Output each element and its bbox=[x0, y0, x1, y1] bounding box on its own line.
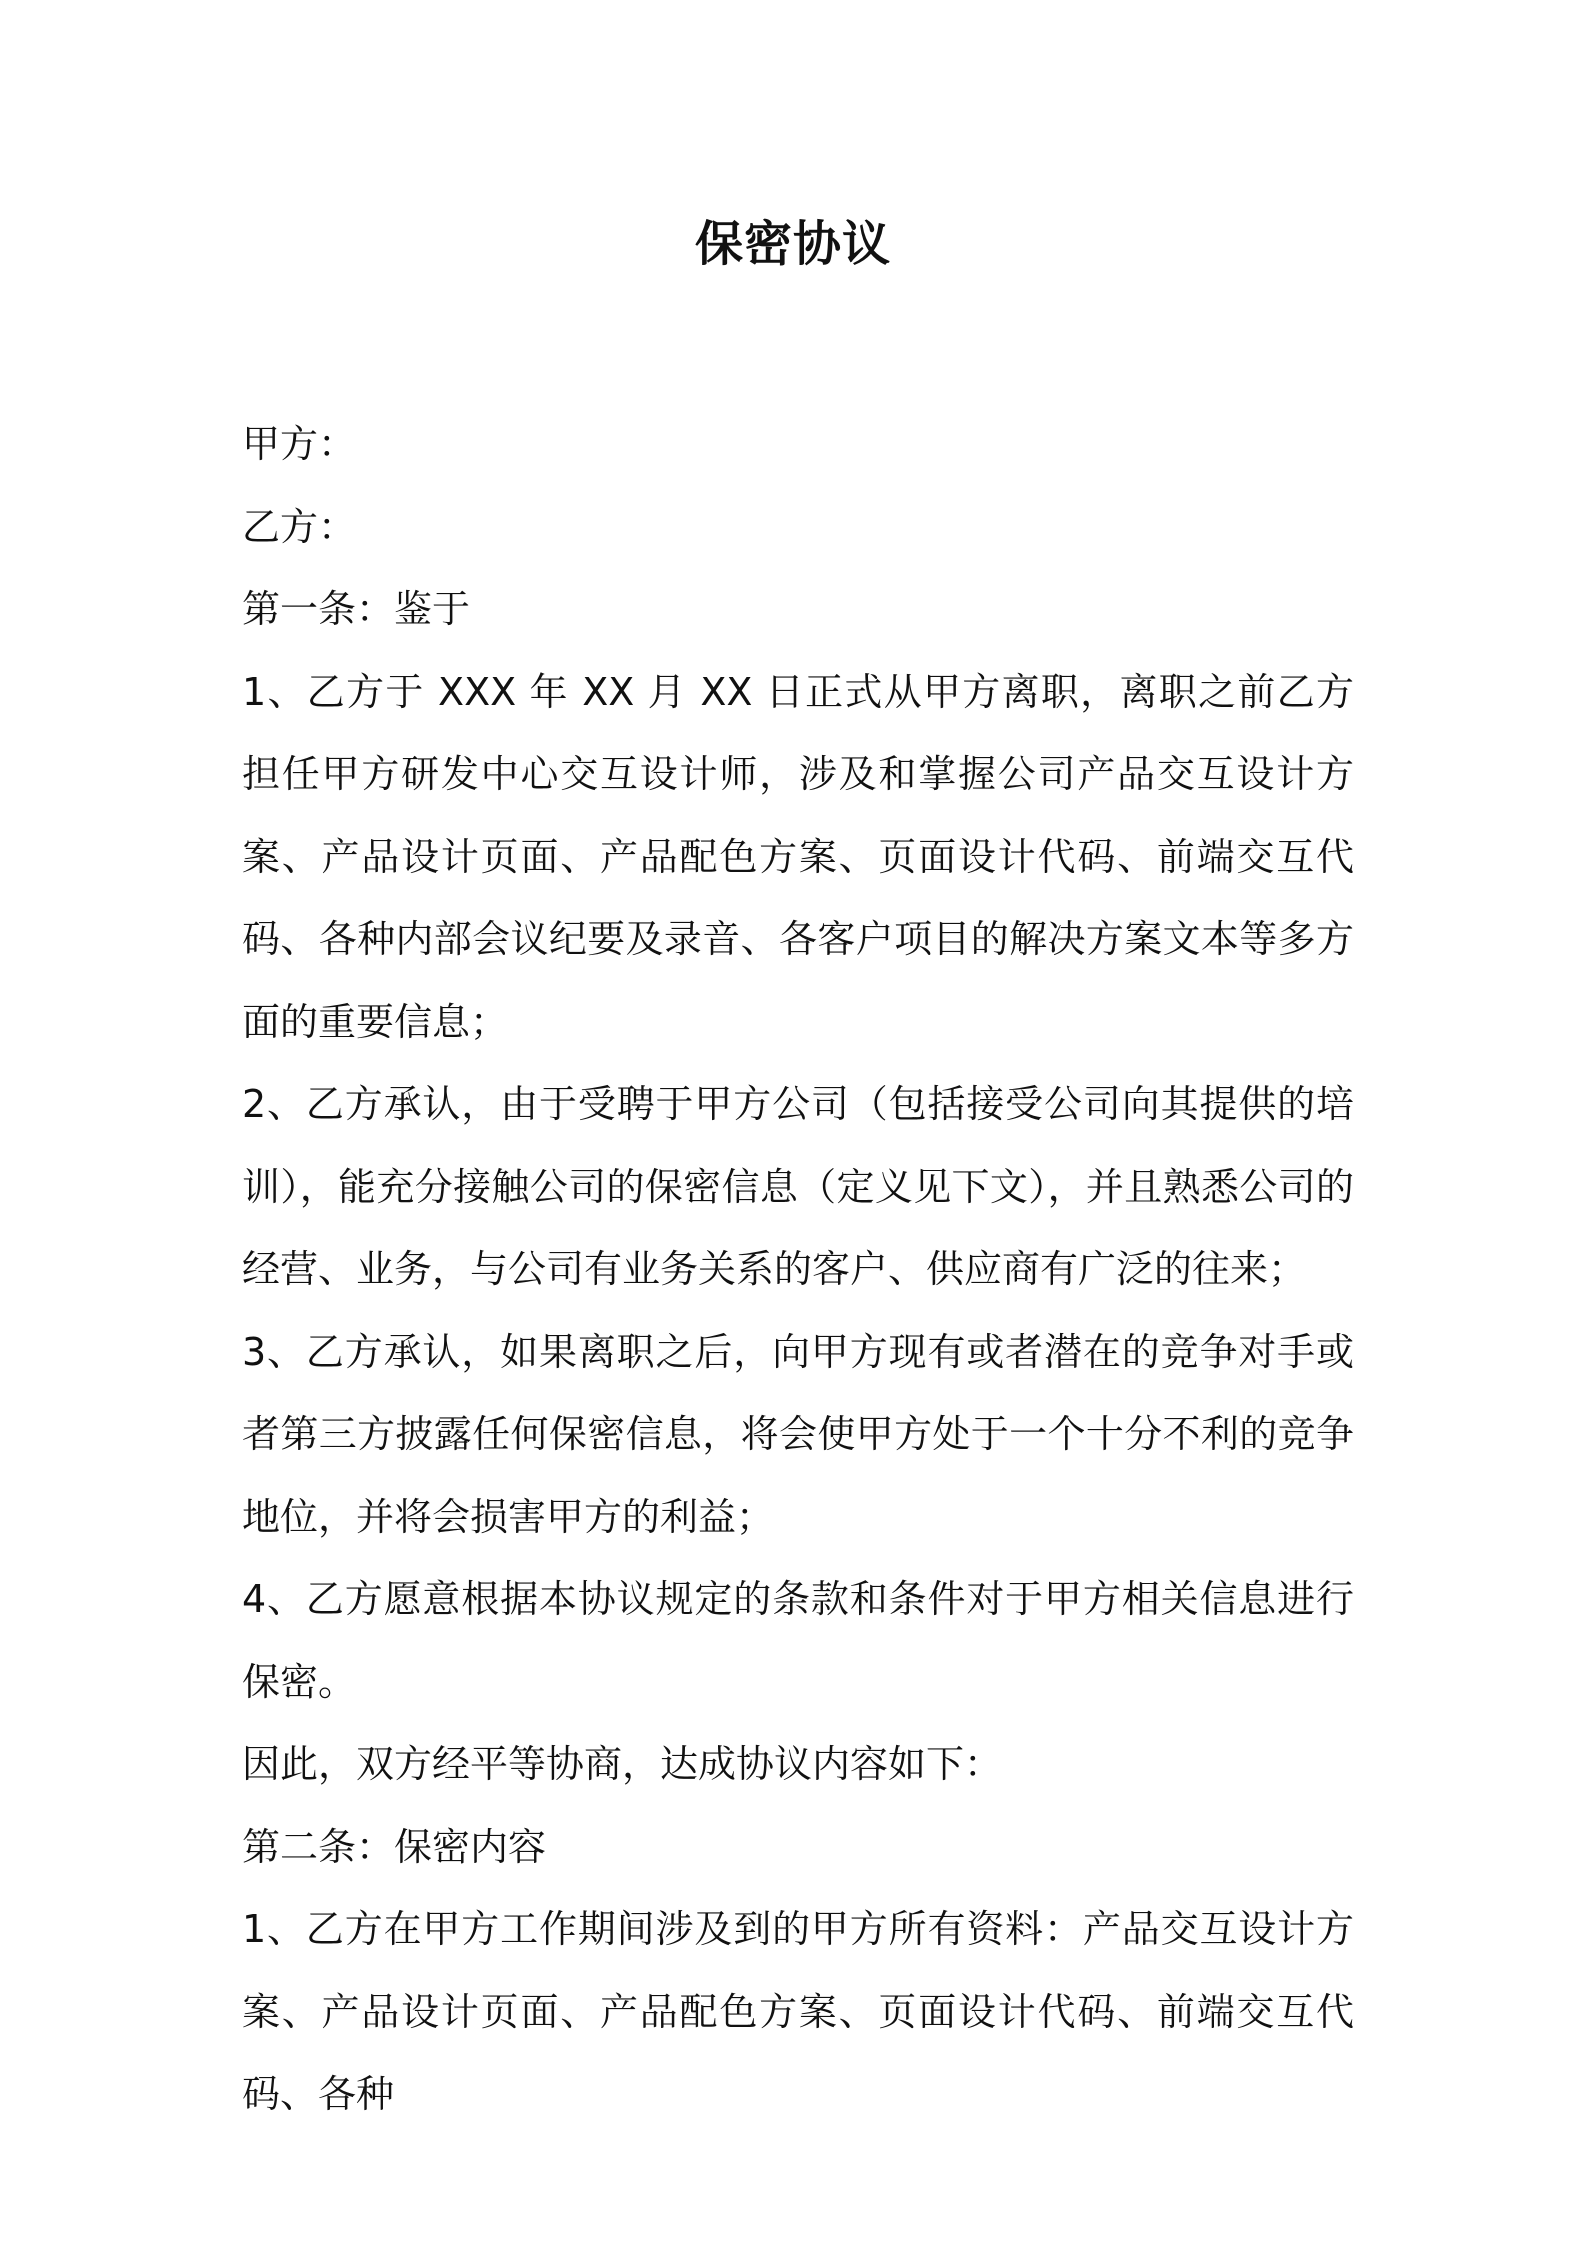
article-1-clause-4: 4、乙方愿意根据本协议规定的条款和条件对于甲方相关信息进行保密。 bbox=[242, 1577, 1354, 1704]
party-b-line: 乙方： bbox=[242, 504, 357, 549]
article-2-clause-1: 1、乙方在甲方工作期间涉及到的甲方所有资料：产品交互设计方案、产品设计页面、产品配色方案、页面设计代码、前端交互代码、各种 bbox=[242, 1907, 1354, 2116]
document-body bbox=[242, 403, 1354, 2136]
agreement-intro: 因此，双方经平等协商，达成协议内容如下： bbox=[242, 1742, 1003, 1786]
party-a-line: 甲方： bbox=[242, 422, 357, 466]
article-1-clause-1: 1、乙方于 XXX 年 XX 月 XX 日正式从甲方离职，离职之前乙方担任甲方研发中心交互设计师，涉及和掌握公司产品交互设计方案、产品设计页面、产品配色方案、页面设计代码、前端交互代码、各种内部会议纪要及录音、各客户项目的解决方案文本等多方面的重要信息； bbox=[242, 669, 1354, 1044]
article-2-heading: 第二条：保密内容 bbox=[242, 1824, 547, 1869]
article-1-clause-3: 3、乙方承认，如果离职之后，向甲方现有或者潜在的竞争对手或者第三方披露任何保密信息，将会使甲方处于一个十分不利的竞争地位，并将会损害甲方的利益； bbox=[242, 1329, 1354, 1539]
document-title: 保密协议 bbox=[694, 216, 891, 272]
article-1-clause-2: 2、乙方承认，由于受聘于甲方公司（包括接受公司向其提供的培训），能充分接触公司的保密信息（定义见下文），并且熟悉公司的经营、业务，与公司有业务关系的客户、供应商有广泛的往来； bbox=[242, 1082, 1354, 1291]
article-1-heading: 第一条：鉴于 bbox=[242, 587, 471, 631]
